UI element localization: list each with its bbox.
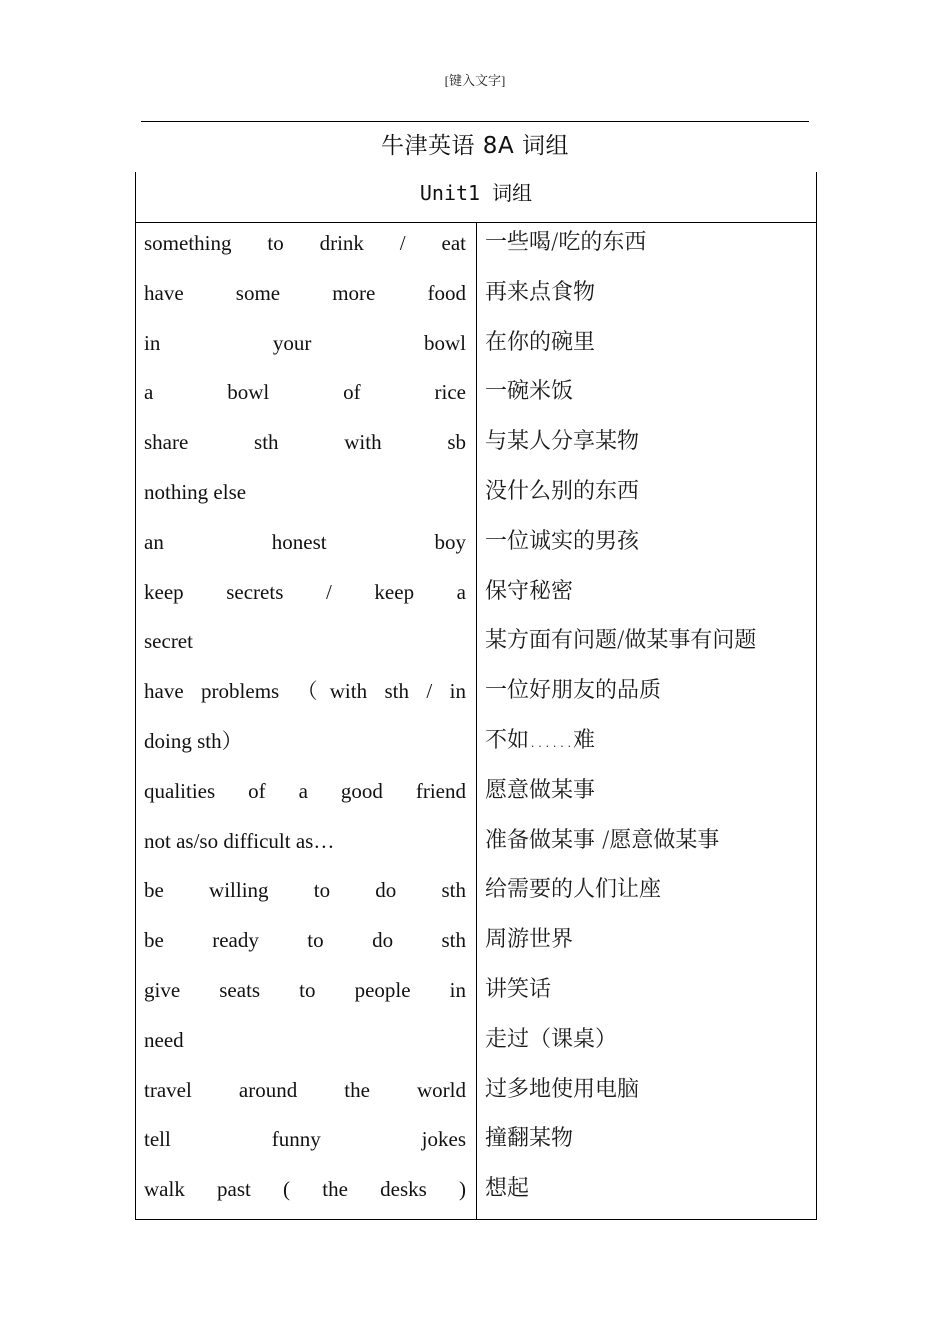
chinese-meaning-line: 走过（课桌） <box>485 1026 618 1052</box>
english-phrase-line: qualities of a good friend <box>144 778 466 803</box>
english-phrase-line: be ready to do sth <box>144 928 466 953</box>
english-phrase-line: be willing to do sth <box>144 878 466 903</box>
chinese-meaning-line: 讲笑话 <box>485 976 552 1002</box>
chinese-meaning-line: 愿意做某事 <box>485 777 596 803</box>
chinese-meaning-line: 与某人分享某物 <box>485 429 640 455</box>
english-phrase-line: tell funny jokes <box>144 1127 466 1152</box>
english-phrase-line: travel around the world <box>144 1077 466 1102</box>
document-title: 牛津英语 8A 词组 <box>381 133 569 159</box>
english-phrase-line: keep secrets / keep a <box>144 579 466 604</box>
chinese-meaning-line: 给需要的人们让座 <box>485 877 662 903</box>
chinese-meaning-line: 再来点食物 <box>485 279 596 305</box>
chinese-meaning-line: 一位好朋友的品质 <box>485 678 662 704</box>
english-phrase-line: in your bowl <box>144 330 466 355</box>
english-phrase-line: give seats to people in <box>144 977 466 1002</box>
chinese-meaning-line: 一位诚实的男孩 <box>485 528 640 554</box>
chinese-meaning-line: 周游世界 <box>485 927 574 953</box>
chinese-meaning-line: 不如……难 <box>485 727 596 753</box>
chinese-meaning-line: 过多地使用电脑 <box>485 1076 640 1102</box>
header-divider <box>141 121 809 122</box>
english-phrase-line: something to drink / eat <box>144 231 466 255</box>
english-phrases-column <box>144 223 466 1219</box>
page-header-text: [键入文字] <box>444 73 506 88</box>
english-phrase-line: walk past ( the desks ) <box>144 1177 466 1202</box>
english-phrase-line: an honest boy <box>144 529 466 554</box>
chinese-meaning-line: 保守秘密 <box>485 578 574 604</box>
chinese-meaning-line: 一碗米饭 <box>485 379 574 405</box>
english-phrase-line: need <box>144 1027 184 1052</box>
english-phrase-line: a bowl of rice <box>144 380 466 405</box>
table-heading: Unit1 词组 <box>136 172 816 223</box>
chinese-meaning-line: 一些喝/吃的东西 <box>485 230 647 255</box>
english-phrase-line: secret <box>144 629 193 654</box>
english-phrase-line: doing sth） <box>144 728 243 753</box>
phrase-table <box>135 172 817 1220</box>
english-phrase-line: have problems （with sth / in <box>144 679 466 704</box>
english-phrase-line: have some more food <box>144 280 466 305</box>
chinese-meaning-line: 某方面有问题/做某事有问题 <box>485 628 757 654</box>
chinese-meaning-line: 准备做某事 /愿意做某事 <box>485 827 720 853</box>
chinese-meaning-line: 想起 <box>485 1176 530 1202</box>
english-phrase-line: not as/so difficult as… <box>144 828 335 853</box>
english-phrase-line: share sth with sb <box>144 430 466 455</box>
english-phrase-line: nothing else <box>144 479 247 504</box>
chinese-meanings-column <box>485 223 810 1219</box>
chinese-meaning-line: 在你的碗里 <box>485 329 596 355</box>
column-divider <box>476 223 477 1219</box>
chinese-meaning-line: 没什么别的东西 <box>485 478 640 504</box>
chinese-meaning-line: 撞翻某物 <box>485 1126 574 1152</box>
